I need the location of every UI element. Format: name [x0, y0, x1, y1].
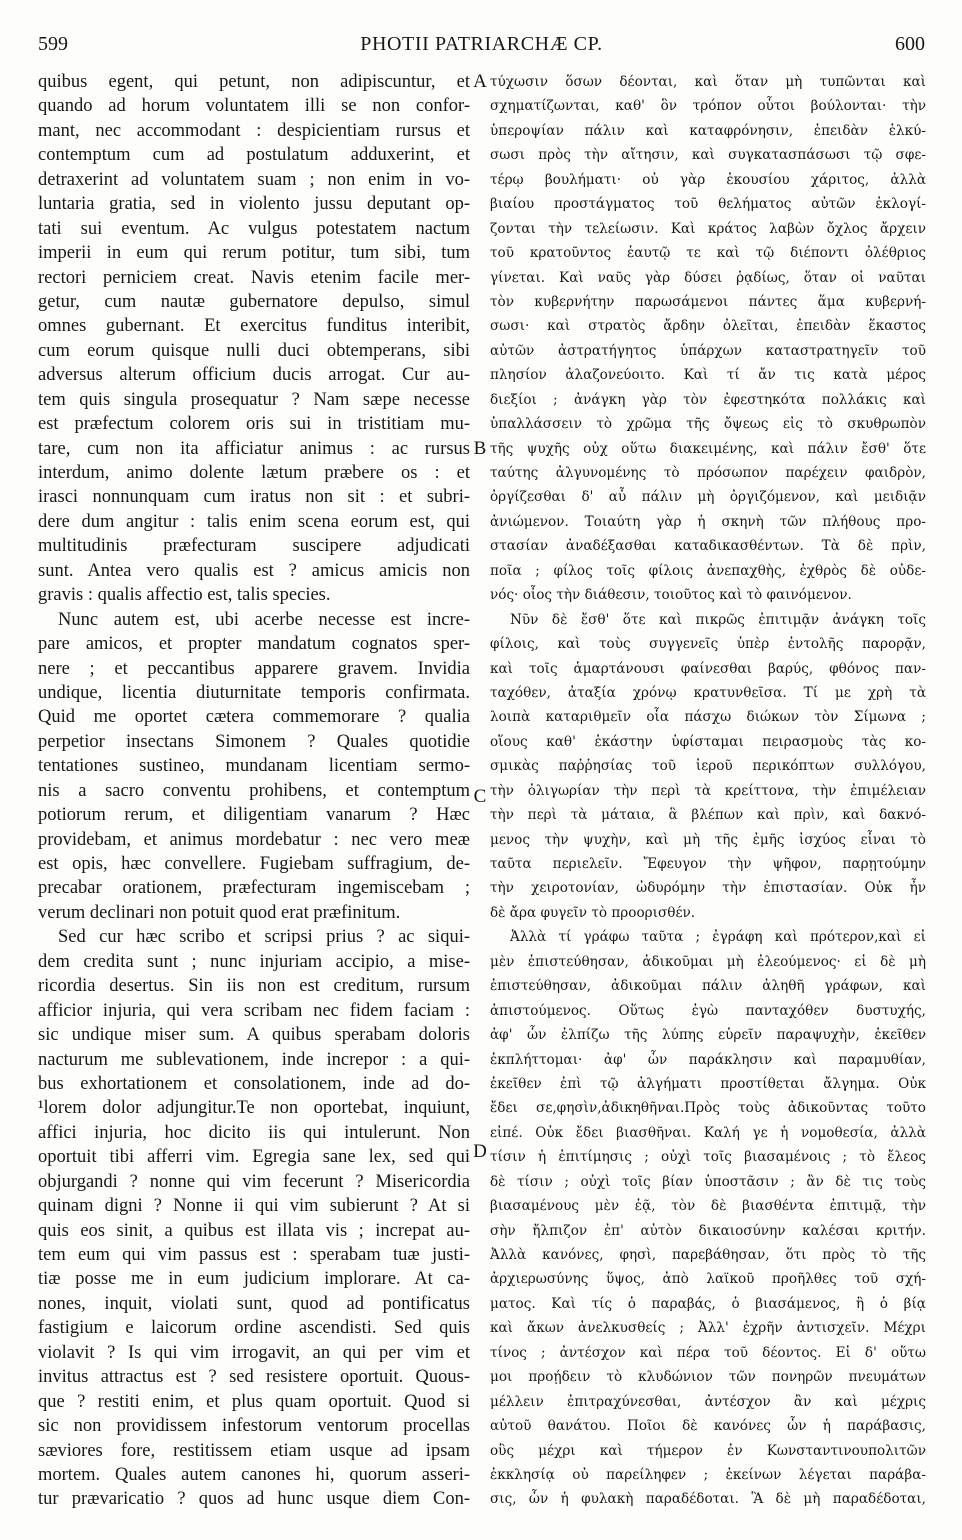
greek-text-line: μέλλειν ἐπιτραχύνεσθαι, ἀντέσχον ἂν καὶ μέχρις	[490, 1393, 926, 1410]
latin-text-line: ¹lorem dolor adjungitur.Te non oportebat, inquiunt,	[38, 1098, 470, 1119]
greek-text-line: ζονται τὴν τελείωσιν. Καὶ κράτος λαβὼν ὄχλος ἄρχειν	[490, 220, 926, 237]
greek-text-line: ἀφ' ὧν ἐλπίζω τῆς λύπης εὑρεῖν παραψυχὴν, ἐκεῖθεν	[490, 1027, 926, 1044]
latin-text-line: quando ad horum voluntatem illi se non confor-	[38, 96, 470, 117]
greek-text-line: ἐπιστεύθησαν, ἀδικοῦμαι πάλιν ἀληθῆ γράφων, καὶ	[490, 978, 926, 995]
latin-text-line: quibus egent, qui petunt, non adipiscuntur, et	[38, 72, 470, 92]
greek-text-line: αὐτοῦ θανάτου. Ποῖοι δὲ κανόνες ὧν ἡ παράβασις,	[490, 1418, 926, 1435]
margin-letter-a: A	[473, 71, 487, 92]
greek-text-line: τύχωσιν ὅσων δέονται, καὶ ὅταν μὴ τυπῶνται καὶ	[490, 74, 926, 90]
greek-text-line: μοι προῄδειν τὸ κλυδώνιον τῶν πονηρῶν πνευμάτων	[490, 1369, 926, 1386]
latin-text-line: quis eos sinit, a quibus est illata vis ; increpat au-	[38, 1220, 470, 1241]
latin-text-line: afficior injuria, qui vera scribam nec fidem faciam :	[38, 1000, 470, 1021]
latin-text-line: est præfectum colorem oris sui in tristitiam mu-	[38, 414, 470, 435]
greek-text-line: τὴν ὀλιγωρίαν τὴν περὶ τὰ κρείττονα, τὴν ἐπιμέλειαν	[490, 782, 926, 799]
greek-text-line: ποῖα ; φίλος τοῖς φίλοις ἀνεπαχθὴς, ἐχθρὸς δὲ οὐδε-	[490, 562, 926, 579]
greek-text-line: σωσι πρὸς τὴν αἴτησιν, καὶ συγκατασπάσωσι τῷ σφε-	[490, 147, 926, 164]
latin-text-line: ricordia desertus. Sin iis non est creditum, rursum	[38, 976, 470, 997]
latin-text-line: providebam, et animus mordebatur : nec vero meæ	[38, 829, 470, 850]
running-header	[38, 30, 925, 58]
greek-paragraph	[490, 608, 926, 926]
latin-text-line: fastigium e laicorum ordine ascendisti. Sed quis	[38, 1318, 470, 1339]
greek-text-line: Νῦν δὲ ἔσθ' ὅτε καὶ πικρῶς ἐπιτιμᾷν ἀνάγκη τοῖς	[510, 611, 926, 628]
latin-text-line: rectori perniciem creat. Navis etenim facile mer-	[38, 267, 470, 288]
latin-text-line: bus exhortationem et consolationem, inde ad do-	[38, 1073, 470, 1094]
latin-text-line: irasci nonnunquam cum iratus non sit : et subri-	[38, 487, 470, 508]
latin-text-line: tati sui eventum. Ac vulgus potestatem nactum	[38, 218, 470, 239]
latin-text-line: tiæ posse me in eum judicium implorare. At ca-	[38, 1269, 470, 1290]
greek-text-line: ἐκκλησίᾳ οὐ παρείληφεν ; ἐκείνων λέγεται παράβα-	[490, 1466, 926, 1483]
greek-text-line: σμικὰς παῤῥησίας τοῦ ἱεροῦ περικόπτων συλλόγου,	[490, 758, 926, 775]
latin-paragraph	[38, 70, 470, 608]
latin-text-line: oportuit tibi afferri vim. Egregia sane lex, sed qui	[38, 1147, 470, 1168]
greek-text-line: μὲν ἐπιστεύθησαν, ἀδικοῦμαι μὴ ἐλεούμενος· εἰ δὲ μὴ	[490, 953, 926, 970]
latin-text-line: getur, cum nautæ gubernatore depulso, simul	[38, 291, 470, 312]
greek-text-line: τὴν περὶ τὰ μάταια, ἃ βλέπων καὶ πρὶν, καὶ δακνό-	[490, 807, 926, 824]
margin-letter-d: D	[473, 1141, 487, 1162]
greek-text-line: τὴν χειροτονίαν, ὠδυρόμην τὴν ἐπιστασίαν. Οὐκ ἦν	[490, 880, 926, 897]
latin-paragraph	[38, 925, 470, 1512]
latin-text-line: Sed cur hæc scribo et scripsi prius ? ac siqui-	[58, 927, 470, 948]
greek-text-line: ἔδει σε,φησὶν,ἀδικηθῆναι.Πρὸς τοὺς ἀδικοῦντας τοῦτο	[490, 1100, 926, 1117]
latin-text-line: violavit ? Is qui vim irrogavit, an qui per vim et	[38, 1342, 470, 1363]
page-number-right: 600	[895, 33, 925, 55]
greek-text-line: καὶ ἄκων ἀνελκυσθείς ; Ἀλλ' ἐχρῆν ἀντισχεῖν. Μέχρι	[490, 1320, 926, 1337]
latin-text-line: tem eum qui vim passus est : sperabam tuæ justi-	[38, 1245, 470, 1265]
latin-text-line: adversus alterum officium ducis arrogat. Cur au-	[38, 365, 470, 386]
latin-text-line: tentationes sustineo, mundanam licentiam sermo-	[38, 756, 470, 777]
latin-text-line: tem quis singula prosequatur ? Nam sæpe necesse	[38, 389, 470, 410]
latin-text-line: est opis, hæc convellere. Fugiebam suffragium, de-	[38, 854, 470, 874]
greek-paragraph	[490, 70, 926, 608]
greek-text-line: τοῦ κρατοῦντος ἑαυτῷ τε καὶ τῷ διέποντι ὀλέθριος	[490, 245, 926, 262]
greek-text-line: ὀργίζεσθαι δ' αὖ πάλιν μὴ ὀργιζόμενον, καὶ μειδιᾷν	[490, 489, 926, 506]
greek-text-line: στασίαν ἀναδέξασθαι καταδικασθέντων. Τὰ δὲ πρὶν,	[490, 538, 926, 555]
greek-text-line: ἀνιώμενον. Τοιαύτη γὰρ ἡ σκηνὴ τῶν πλήθους προ-	[490, 513, 926, 530]
greek-text-line: πλησίον ἀλαζονεύοιτο. Καὶ τί ἄν τις κατὰ μέρος	[490, 367, 926, 384]
latin-text-line: nere ; et peccantibus apparere gravem. Invidia	[38, 658, 470, 679]
latin-text-line: nacturum me sublevationem, inde increpor : a qui-	[38, 1049, 470, 1070]
greek-text-line: ἀπιστούμενος. Οὕτως ἐγὼ πανταχόθεν δυστυχής,	[490, 1002, 926, 1019]
latin-text-line: dere dum angitur : talis enim scena eorum est, qui	[38, 511, 470, 532]
greek-text-line: βιαίου προστάγματος τοῦ θελήματος αὐτῶν ἐκλογί-	[490, 196, 926, 213]
latin-text-line: sæviores fore, restitissem etiam usque ad ipsam	[38, 1440, 470, 1461]
latin-text-line: gravis : qualis affectio est, talis species.	[38, 585, 331, 606]
greek-text-line: νός· οἷος τὴν διάθεσιν, τοιοῦτος καὶ τὸ φαινόμενον.	[490, 587, 852, 604]
greek-text-line: τίνος ; ἀντέσχον καὶ πέρα τοῦ δέοντος. Εἰ δ' οὕτω	[490, 1344, 926, 1361]
latin-text-line: sic non providissem infestorum ventorum procellas	[38, 1416, 470, 1437]
greek-text-line: ταχόθεν, ἀταξία χρόνῳ κρατυνθεῖσα. Τί με χρὴ τὰ	[490, 684, 926, 701]
latin-text-line: quinam digni ? Nonne ii qui vim subierunt ? At si	[38, 1196, 470, 1217]
greek-text-line: οὓς μέχρι καὶ τήμερον ἐν Κωνσταντινουπολιτῶν	[490, 1442, 926, 1459]
latin-text-line: Quid me oportet cætera commemorare ? qualia	[38, 707, 470, 728]
latin-text-line: omnes gubernant. Et exercitus funditus interibit,	[38, 316, 470, 337]
greek-text-line: τέρῳ βουλήματι· οὐ γὰρ ἑκουσίου χάριτος, ἀλλὰ	[490, 171, 926, 188]
greek-text-line: βιασαμένους μὲν ἐᾷ, τὸν δὲ βιασθέντα ἐπιτιμᾷ, τὴν	[490, 1198, 926, 1215]
latin-text-line: precabar orationem, præfecturam ingemiscebam ;	[38, 878, 470, 899]
latin-text-line: objurgandi ? nonne qui vim fecerunt ? Misericordia	[38, 1171, 470, 1192]
greek-text-line: ἐκπλήττομαι· ἀφ' ὧν παράκλησιν καὶ παραμυθίαν,	[490, 1051, 926, 1068]
latin-text-line: pare amicos, et propter mandatum cognatos sper-	[38, 634, 470, 655]
page-number-left: 599	[38, 33, 68, 55]
latin-text-line: nis a sacro conventu prohibens, et contemptum	[38, 780, 470, 801]
latin-text-line: perpetior insectans Simonem ? Quales quotidie	[38, 731, 470, 752]
greek-text-line: ταύτης ἀλγυνομένης τὸ πρόσωπον παρέχειν φαιδρὸν,	[490, 465, 926, 481]
latin-text-line: invitus attractus est ? sed resistere oportuit. Quous-	[38, 1367, 470, 1388]
greek-column	[490, 70, 926, 1512]
latin-text-line: tur prævaricatio ? quos ad hunc usque diem Con-	[38, 1489, 470, 1510]
latin-text-line: sic undique miser sum. A quibus sperabam doloris	[38, 1025, 470, 1046]
greek-text-line: ἐκεῖθεν ἐπὶ τῷ ἀλγήματι προστίθεται ἄλγημα. Οὐκ	[490, 1075, 926, 1092]
latin-text-line: mant, nec accommodant : despicientiam rursus et	[38, 120, 470, 141]
greek-text-line: τίσιν ἡ ἐπιτίμησις ; οὐχὶ τοῖς βιασαμένοις ; τὸ ἔλεος	[490, 1149, 926, 1166]
greek-text-line: μενος τὴν ψυχὴν, καὶ μὴ τῆς ἐμῆς ἰσχύος εἶναι τὸ	[490, 831, 926, 848]
greek-text-line: ματος. Καὶ τίς ὁ παραβάς, ὁ βιασάμενος, ἢ ὁ βίᾳ	[490, 1295, 926, 1312]
greek-text-line: αὐτῶν ἀστρατήγητος ὑπάρχων καταστρατηγεῖν τοῦ	[490, 342, 926, 359]
latin-text-line: sunt. Antea vero qualis est ? amicus amicis non	[38, 560, 470, 581]
latin-text-line: potiorum rerum, et diligentiam vanarum ? Hæc	[38, 805, 470, 826]
latin-text-line: Nunc autem est, ubi acerbe necesse est incre-	[58, 609, 470, 630]
greek-text-line: εἰπέ. Οὐκ ἔδει βιασθῆναι. Καλή γε ἡ νομοθεσία, ἀλλὰ	[490, 1124, 926, 1141]
latin-text-line: multitudinis præfecturam suscipere adjudicati	[38, 536, 470, 557]
latin-text-line: contemptum cum ad postulatum adduxerint, et	[38, 145, 470, 166]
greek-text-line: σχηματίζωνται, καθ' ὃν τρόπον οὗτοι βούλονται· τὴν	[490, 98, 926, 115]
latin-column	[38, 70, 470, 1512]
latin-text-line: verum declinari non potuit quod erat præfinitum.	[38, 902, 401, 923]
greek-paragraph	[490, 925, 926, 1512]
greek-text-line: ὑπαλλάσσειν τὸ χρῶμα τῆς ὄψεως εἰς τὸ σκυθρωπὸν	[490, 416, 926, 433]
greek-text-line: ἀρχιερωσύνης ὕψος, ἀπὸ λαϊκοῦ προῆλθες τοῦ σχή-	[490, 1271, 926, 1288]
margin-letter-c: C	[473, 786, 487, 807]
latin-text-line: detraxerint ad voluntatem suam ; non enim in vo-	[38, 169, 470, 190]
greek-text-line: σις, ὧν ἡ φυλακὴ παραδέδοται. Ἃ δὲ μὴ παραδέδοται,	[490, 1491, 926, 1508]
greek-text-line: σὴν ἤλπιζον ἐπ' αὐτὸν δικαιοσύνην καλέσαι κριτήν.	[490, 1222, 926, 1239]
latin-text-line: dem credita sunt ; nunc injuriam accipio, a mise-	[38, 951, 470, 972]
greek-text-line: τῆς ψυχῆς οὐχ οὕτω διακειμένης, καὶ πάλιν ἔσθ' ὅτε	[490, 440, 926, 457]
latin-text-line: affici injuria, hoc dicito iis qui intulerunt. Non	[38, 1122, 470, 1143]
margin-letter-b: B	[473, 438, 487, 459]
greek-text-line: οἵους καθ' ἑκάστην ὑφίσταμαι πειρασμοὺς τὰς κο-	[490, 733, 926, 750]
latin-text-line: undique, licentia diuturnitate temporis confirmata.	[38, 682, 470, 703]
latin-text-line: cum eorum quisque nulli duci obtemperans, sibi	[38, 340, 470, 361]
latin-text-line: luntaria gratia, sed in violento jussu deputant op-	[38, 194, 470, 215]
latin-text-line: interdum, animo dolente lætum præbere os : et	[38, 463, 470, 483]
latin-text-line: nones, inquit, violati sunt, quod ad pontificatus	[38, 1293, 470, 1314]
greek-text-line: δὲ ἄρα φυγεῖν τὸ προορισθέν.	[490, 904, 696, 921]
greek-text-line: δὲ τίσιν ; οὐχὶ τοῖς βίαν ὑποστᾶσιν ; ἂν δὲ τις τοὺς	[490, 1173, 926, 1190]
latin-text-line: que ? restiti enim, et plus quam oportuit. Quod si	[38, 1391, 470, 1412]
greek-text-line: γίνεται. Καὶ ναῦς γὰρ δύσει ῥᾳδίως, ὅταν οἱ ναῦται	[490, 269, 926, 286]
running-title: PHOTII PATRIARCHÆ CP.	[360, 33, 603, 55]
greek-text-line: Ἀλλὰ κανόνες, φησὶ, παρεβάθησαν, ὅτι πρὸς τὸ τῆς	[490, 1247, 926, 1263]
greek-text-line: ὑπεροψίαν πάλιν καὶ καταφρόνησιν, ἐπειδὰν ἑλκύ-	[490, 122, 926, 139]
latin-paragraph	[38, 608, 470, 926]
greek-text-line: ταῦτα περιελεῖν. Ἔφευγον τὴν ψῆφον, παρῃτούμην	[490, 856, 926, 872]
latin-text-line: imperii in eum qui rerum potitur, tum sibi, tum	[38, 243, 470, 264]
greek-text-line: καὶ τοῖς ἁμαρτάνουσι φαίνεσθαι βαρύς, φθόνος παν-	[490, 660, 926, 677]
greek-text-line: διεξίοι ; ἀνάγκη γὰρ τὸν ἐφεστηκότα πολλάκις καὶ	[490, 391, 926, 408]
greek-text-line: Ἀλλὰ τί γράφω ταῦτα ; ἐγράφη καὶ πρότερον,καὶ εἰ	[510, 929, 926, 946]
latin-text-line: mortem. Quales autem canones hi, quorum asseri-	[38, 1464, 470, 1485]
greek-text-line: τὸν κυβερνήτην παρωσάμενοι πάντες ἅμα κυβερνή-	[490, 293, 926, 310]
greek-text-line: φίλοις, καὶ τοὺς συγγενεῖς ὑπὲρ ἐντολῆς παρορᾷν,	[490, 636, 926, 653]
greek-text-line: λοιπὰ καταριθμεῖν οἷα πάσχω διώκων τὸν Σίμωνα ;	[490, 709, 926, 726]
greek-text-line: σωσι· καὶ στρατὸς ἄρδην ὀλεῖται, ἐπειδὰν ἕκαστος	[490, 318, 926, 335]
latin-text-line: tare, cum non ita afficiatur animus : ac rursus	[38, 438, 470, 459]
